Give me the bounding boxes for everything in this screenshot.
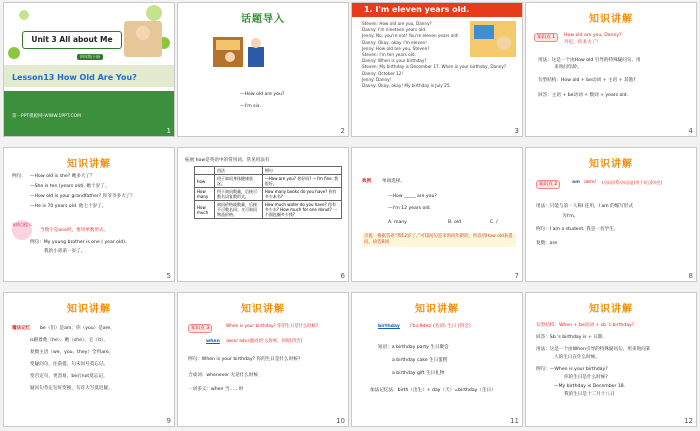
vocab-word: birthday	[378, 324, 400, 329]
slide-thumbnail-8[interactable]	[526, 148, 696, 281]
slide-thumbnail-11[interactable]	[352, 293, 522, 426]
slide-title: 知识讲解	[589, 159, 633, 170]
slide-thumbnail-2[interactable]	[178, 3, 348, 136]
dialog-line: Danny: When is your birthday?	[362, 58, 427, 64]
slide-thumbnail-10[interactable]	[178, 293, 348, 426]
slide-number: 6	[340, 272, 345, 280]
slide-title: 知识讲解	[415, 304, 459, 315]
table-cell: How many	[195, 188, 215, 201]
vocab-definition: /wen/ adv.(副词)什么时候，何时[四会]	[226, 339, 303, 344]
usage-text: 人的生日在什么时候。	[554, 355, 600, 360]
slide-number: 11	[510, 417, 519, 425]
table-cell: How much water do you have? 你有多少水? How much for one donut? 一个面包圈多少钱?	[262, 201, 341, 219]
phrase-line: a birthday cake 生日蛋糕	[392, 358, 448, 363]
dialog-line: Steven: How old are you, Danny?	[362, 21, 432, 26]
example-line: 例句：When is your birthday? 你的生日是什么时候?	[188, 357, 301, 362]
answer-text: 回答：主语 + be动词 + 数词 + years old.	[538, 93, 628, 98]
slide-title: 知识讲解	[589, 14, 633, 25]
example-line: —How old is she? 她多大了？	[30, 174, 95, 179]
memory-line: 疑问句肯定句好变换，句首大写莫迟疑。	[30, 386, 113, 391]
key-sentence: When is your birthday? 你的生日是什么时候?	[226, 324, 319, 329]
vocab-word: am	[572, 180, 580, 185]
dialog-line: Steven: I'm ten years old.	[362, 52, 416, 58]
vocab-word: when	[206, 339, 220, 344]
dialog-line: Danny: I'm nineteen years old.	[362, 27, 427, 33]
table-row	[195, 175, 342, 188]
example-line: 我的小弟弟一岁了。	[44, 249, 86, 254]
unit-title: Unit 3 All about Me	[22, 31, 122, 49]
answer-text: 回答：Sb.'s birthday is + 日期.	[536, 335, 604, 340]
table-row	[195, 188, 342, 201]
knowledge-point-badge: 知识点 3	[188, 324, 212, 333]
site-label: 第一PPT模板网-WWW.1PPT.COM	[12, 114, 82, 119]
plural-text: 复数：are	[536, 241, 558, 246]
slide-thumbnail-1[interactable]	[4, 3, 174, 136]
memory-line: 变疑问句，往前提，句末问号莫忘记。	[30, 362, 109, 367]
table-cell: —How are you? 你好吗? —I'm fine. 我很好。	[262, 175, 341, 188]
usage-text: 来询问年龄。	[554, 65, 582, 70]
structure-text: 句型结构：How old + be动词 + 主语 + 其他?	[538, 78, 636, 83]
knowledge-point-badge: 知识点 2	[536, 180, 560, 189]
question-line: —I'm 12 years old.	[388, 206, 432, 211]
example-line: —He is 70 years old. 他七十岁了。	[30, 204, 107, 209]
structure-text: 句型结构：When + be动词 + sb.'s birthday?	[536, 323, 635, 328]
slide-title: 知识讲解	[241, 304, 285, 315]
slide-thumbnail-12[interactable]	[526, 293, 696, 426]
table-cell: How much	[195, 201, 215, 219]
table-cell: 用于询问身体健康状况。	[215, 175, 263, 188]
table-header	[195, 167, 215, 175]
hint-box: 点拨：根据答语“我12岁了。”可知问句是来询问年龄的，所以用How old来提问。故选B项	[362, 233, 516, 247]
dialog-line: —How old are you?	[240, 92, 285, 97]
dialog-line: Danny: Okay, okay! My birthday is July 25.	[362, 83, 451, 89]
usage-text: 为I'm。	[562, 214, 579, 219]
warning-text: 当数字是one时，要用单数形式。	[40, 228, 109, 233]
slide-number: 8	[688, 272, 693, 280]
task-text: 单项选择。	[382, 179, 405, 184]
table-cell: how	[195, 175, 215, 188]
table-cell: How many books do you have? 你有多少本书?	[262, 188, 341, 201]
compound-text: 合成词：whenever 无论什么时候	[188, 373, 259, 378]
slide-number: 9	[166, 417, 171, 425]
dialog-line: Jenny: How old are you, Steven?	[362, 45, 430, 51]
slide-title: 知识讲解	[67, 304, 111, 315]
example-line: 例句：I am a student. 我是一名学生。	[536, 227, 619, 232]
phrase-line: 短语：a birthday party 生日聚会	[378, 345, 449, 350]
vocab-definition: (动词)(系动词)是(用于I后)[四会]	[602, 180, 663, 185]
usage-table	[194, 166, 342, 219]
table-header: 用法	[215, 167, 263, 175]
dialog-line: Steven: My birthday is December 17. When is your birthday, Danny?	[362, 64, 507, 70]
example-line: 例句：—When is your birthday?	[536, 367, 608, 372]
usage-text: 用法：只能与第一人称I 连用，I am 的缩写形式	[536, 204, 634, 209]
usage-text: 用法：这是一个由How old 引导的特殊疑问句，用	[538, 58, 641, 63]
memory-label: 魔法记忆	[12, 326, 31, 331]
slide-thumbnail-7[interactable]	[352, 148, 522, 281]
slide-number: 1	[166, 127, 171, 135]
grade-label: 四年级下册	[77, 54, 103, 60]
memory-line: 变否定句，更容易，be后not莫忘记。	[30, 374, 108, 379]
slide-number: 7	[514, 272, 519, 280]
option-a: A. many	[388, 220, 407, 225]
example-line: 你的生日是什么时候?	[564, 375, 608, 380]
memory-line: be（们）是am，你（you）是are，	[40, 326, 115, 331]
knowledge-point-badge: 知识点 1	[534, 33, 558, 42]
example-label: 典例	[362, 179, 372, 184]
slide-thumbnail-4[interactable]	[526, 3, 696, 136]
memory-line: is跟着他（he）、她（she）、它（it），	[30, 338, 109, 343]
example-line: —My birthday is December 18.	[554, 384, 626, 389]
option-b: B. old	[448, 220, 462, 225]
dialog-line: —I'm six.	[240, 104, 261, 109]
lesson-title: Lesson13 How Old Are You?	[12, 73, 137, 82]
birthday-illustration-icon	[208, 29, 268, 74]
key-sentence: How old are you, Danny?	[564, 33, 622, 38]
slide-number: 3	[514, 127, 519, 135]
phrase-line: a birthday gift 生日礼物	[392, 371, 445, 376]
table-cell: 询问价格或数量，后接不可数名词；又可询问物品价格。	[215, 201, 263, 219]
extension-heading: 拓展 how是英语中的常用词，常见用法有	[185, 158, 270, 163]
slide-number: 5	[166, 272, 171, 280]
example-label: 例句：	[12, 174, 26, 179]
vocab-phonetic: /æm/	[584, 180, 597, 185]
slide-number: 2	[340, 127, 345, 135]
usage-text: 用法：这是一个由When引导的特殊疑问句，用来询问某	[536, 347, 651, 352]
slide-title: 知识讲解	[589, 304, 633, 315]
slide-title: 知识讲解	[67, 159, 111, 170]
vocab-definition: /ˈbɜːθdeɪ/ (名词) 生日 [四会]	[410, 324, 471, 329]
option-c: C. /	[490, 220, 498, 225]
slide-thumbnail-3[interactable]	[352, 3, 522, 136]
example-line: —How old is your grandfather? 你爷爷多大了？	[30, 194, 135, 199]
question-line: —How _____ are you?	[388, 194, 437, 199]
slide-thumbnail-5[interactable]	[4, 148, 174, 281]
dialog-line: Danny: Okay, okay. I'm eleven!	[362, 39, 427, 45]
polysemy-text: 一词多义：when 当……时	[188, 387, 244, 392]
dialog-line: Danny: October 12!	[362, 70, 404, 76]
slide-thumbnail-9[interactable]	[4, 293, 174, 426]
slide-title: 话题导入	[241, 14, 285, 25]
example-line: 例句：My young brother is one ( year old).	[30, 240, 127, 245]
slide-number: 10	[336, 417, 345, 425]
dialog-line: Jenny: Danny!	[362, 76, 392, 82]
key-sentence-cn: 丹尼，你多大了？	[564, 40, 601, 45]
slide-number: 4	[688, 127, 693, 135]
table-cell: 用于询问数量，后接可数名词复数形式。	[215, 188, 263, 201]
tip-bubble: 易错点提示	[12, 220, 32, 240]
slide-thumbnail-6[interactable]	[178, 148, 348, 281]
table-row	[195, 201, 342, 219]
memory-line: 加法记忆法：birth（出生）+ day（天）=birthday（生日）	[370, 388, 496, 393]
slide-title: 1. I'm eleven years old.	[364, 5, 470, 14]
example-line: 我的生日是十二月十八日	[564, 392, 615, 397]
slide-number: 12	[684, 417, 693, 425]
example-line: —She is ten (years old). 她十岁了。	[30, 184, 110, 189]
memory-line: 复数主语（we、you、they）全用are。	[30, 350, 114, 355]
dialog-line: Jenny: No, you're not! You're eleven years old!	[362, 33, 459, 39]
table-header: 例句	[262, 167, 341, 175]
